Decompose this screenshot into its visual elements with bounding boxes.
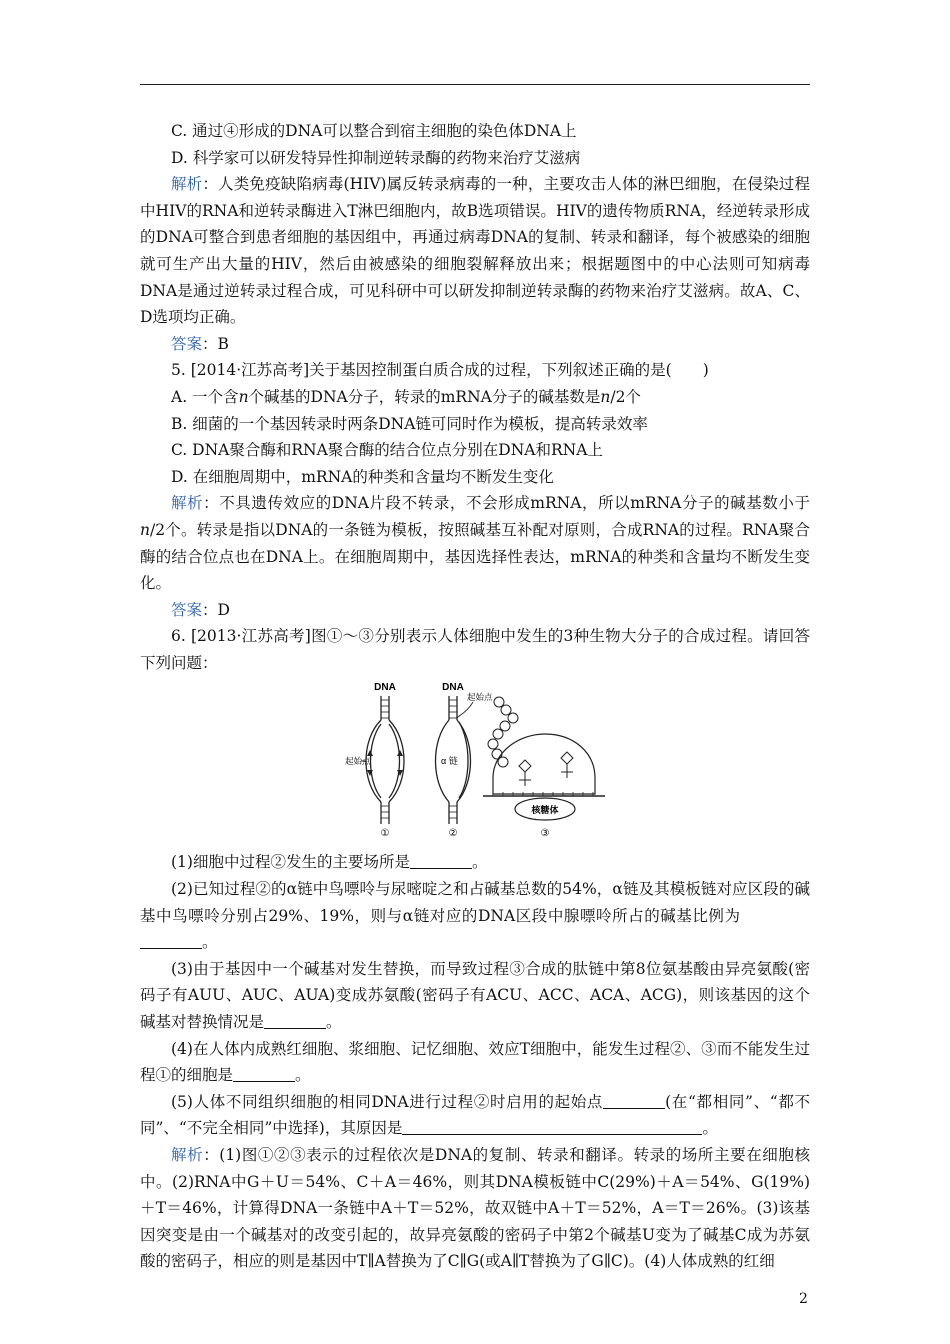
q6-sub3-text: (3)由于基因中一个碱基对发生替换，而导致过程③合成的肽链中第8位氨基酸由异亮氨酸(密码子有AUU、AUC、AUA)变成苏氨酸(密码子有ACU、ACC、ACA、ACG)，则该基因的这个碱基对替换情况是: [140, 959, 810, 1032]
q5-option-d: D. 在细胞周期中，mRNA的种类和含量均不断发生变化: [171, 467, 554, 486]
q6-sub4-text: (4)在人体内成熟红细胞、浆细胞、记忆细胞、效应T细胞中，能发生过程②、③而不能发生过程①的细胞是: [140, 1039, 810, 1085]
q4-analysis-text: ：人类免疫缺陷病毒(HIV)属反转录病毒的一种，主要攻击人体的淋巴细胞，在侵染过程中HIV的RNA和逆转录酶进入T淋巴细胞内，故B选项错误。HIV的遗传物质RNA，经逆转录形成的DNA可整合到患者细胞的基因组中，再通过病毒DNA的复制、转录和翻译，每个被感染的细胞就可生产出大量的HIV，然后由被感染的细胞裂解释放出来；根据题图中的中心法则可知病毒DNA是通过逆转录过程合成，可见科研中可以研发抑制逆转录酶的药物来治疗艾滋病。故A、C、D选项均正确。: [140, 175, 810, 327]
fig1-rungs: [381, 700, 389, 818]
q6-sub3-end: 。: [326, 1013, 342, 1032]
q5-option-c: C. DNA聚合酶和RNA聚合酶的结合位点分别在DNA和RNA上: [171, 441, 603, 460]
q5-analysis-pre: ：不具遗传效应的DNA片段不转录，不会形成mRNA，所以mRNA分子的碱基数小于: [203, 494, 810, 513]
q6-sub1-text: (1)细胞中过程②发生的主要场所是: [171, 853, 410, 872]
header-rule: [140, 84, 810, 85]
q6-sub2-end: 。: [202, 933, 218, 952]
fig2-start-label: 起始点: [467, 692, 493, 703]
q5-analysis-post: /2个。转录是指以DNA的一条链为模板，按照碱基互补配对原则，合成RNA的过程。RNA聚合酶的结合位点也在DNA上。在细胞周期中，基因选择性表达，mRNA的种类和含量均不断发生变化。: [140, 520, 810, 593]
q6-stem: 6. [2013·江苏高考]图①～③分别表示人体细胞中发生的3种生物大分子的合成过程。请回答下列问题：: [140, 627, 810, 672]
fig2-dna-label: DNA: [442, 682, 464, 694]
fig2-start-arrow: [457, 702, 473, 718]
q5-answer: [140, 597, 810, 624]
answer-label: 答案: [171, 600, 203, 619]
q6-sub1-end: 。: [471, 853, 488, 872]
q6-sub5-text-b: (在“都相同”、“都不同”、“不完全相同”中选择)，其原因是: [140, 1092, 810, 1138]
page-number: 2: [799, 1291, 808, 1307]
q5-analysis: [140, 490, 810, 596]
fig1-replication-bubble: [366, 696, 404, 824]
answer-label: 答案: [171, 334, 203, 353]
q6-sub2: [140, 876, 810, 956]
answer-blank[interactable]: [402, 1118, 702, 1135]
fig2-caption: ②: [448, 828, 458, 839]
q5-option-a-post: /2个: [610, 387, 641, 406]
q5-analysis-n: n: [140, 520, 150, 539]
q6-sub2-text: (2)已知过程②的α链中鸟嘌呤与尿嘧啶之和占碱基总数的54%，α链及其模板链对应区段的碱基中鸟嘌呤分别占29%、19%，则与α链对应的DNA区段中腺嘌呤所占的碱基比例为: [140, 880, 810, 925]
q6-sub5-text-a: (5)人体不同组织细胞的相同DNA进行过程②时启用的起始点: [171, 1092, 604, 1111]
fig1-caption: ①: [380, 828, 390, 839]
q6-figure: [140, 678, 810, 843]
fig3-peptide-chain: [488, 697, 518, 767]
q5-option-a-n1: n: [238, 387, 249, 406]
fig1-arrows: [367, 750, 403, 776]
answer-blank[interactable]: [233, 1065, 295, 1082]
q5-option-a-pre: A. 一个含: [171, 387, 239, 406]
q6-sub4: [140, 1036, 810, 1089]
q6-sub5-end: 。: [702, 1119, 718, 1138]
q6-analysis: [140, 1142, 810, 1275]
answer-blank[interactable]: [264, 1012, 326, 1029]
q4-answer: [140, 331, 810, 358]
analysis-label: 解析: [171, 175, 203, 194]
q5-stem: 5. [2014·江苏高考]关于基因控制蛋白质合成的过程，下列叙述正确的是( ): [171, 361, 709, 380]
q5-option-a-n2: n: [600, 387, 611, 406]
q6-sub3: [140, 956, 810, 1036]
q4-answer-value: ：B: [202, 334, 229, 353]
answer-blank[interactable]: [140, 932, 202, 949]
q5-answer-value: ：D: [202, 600, 230, 619]
fig1-dna-label: DNA: [374, 682, 396, 694]
q6-sub1: [140, 849, 810, 876]
q6-analysis-text: ：(1)图①②③表示的过程依次是DNA的复制、转录和翻译。转录的场所主要在细胞核中。(2)RNA中G＋U＝54%、C＋A＝46%，则其DNA模板链中C(29%)＋A＝54%、G(19%)＋T＝46%，计算得DNA一条链中A＋T＝52%，故双链中A＋T＝52%，A＝T＝26%。(3)该基因突变是由一个碱基对的改变引起的，故异亮氨酸的密码子中第2个碱基U变为了碱基C成为苏氨酸的密码子，相应的则是基因中T∥A替换为了C∥G(或A∥T替换为了G∥C)。(4)人体成熟的红细: [140, 1146, 810, 1271]
fig2-alpha-label: α 链: [441, 756, 458, 767]
q5-option-a-mid: 个碱基的DNA分子，转录的mRNA分子的碱基数是: [248, 387, 601, 406]
q6-sub5: [140, 1089, 810, 1142]
q4-analysis: [140, 171, 810, 331]
q4-option-c: C. 通过④形成的DNA可以整合到宿主细胞的染色体DNA上: [171, 122, 577, 140]
q5-option-b: B. 细菌的一个基因转录时两条DNA链可同时作为模板，提高转录效率: [171, 414, 648, 433]
fig3-trna: [519, 752, 573, 786]
fig1-start-label: 起始点: [345, 756, 371, 767]
fig3-caption: ③: [540, 828, 550, 839]
answer-blank[interactable]: [410, 852, 472, 869]
q4-option-d: D. 科学家可以研发特异性抑制逆转录酶的药物来治疗艾滋病: [171, 148, 581, 167]
fig3-ribosome-large-subunit: [493, 734, 595, 794]
answer-blank[interactable]: [603, 1092, 665, 1109]
fig3-ribosome-label: 核糖体: [531, 805, 559, 816]
synthesis-diagram: [343, 678, 623, 838]
analysis-label: 解析: [171, 1146, 204, 1164]
page-content: [140, 118, 810, 1275]
q6-sub4-end: 。: [295, 1066, 311, 1085]
q5-option-a: [140, 384, 810, 411]
analysis-label: 解析: [171, 494, 204, 513]
